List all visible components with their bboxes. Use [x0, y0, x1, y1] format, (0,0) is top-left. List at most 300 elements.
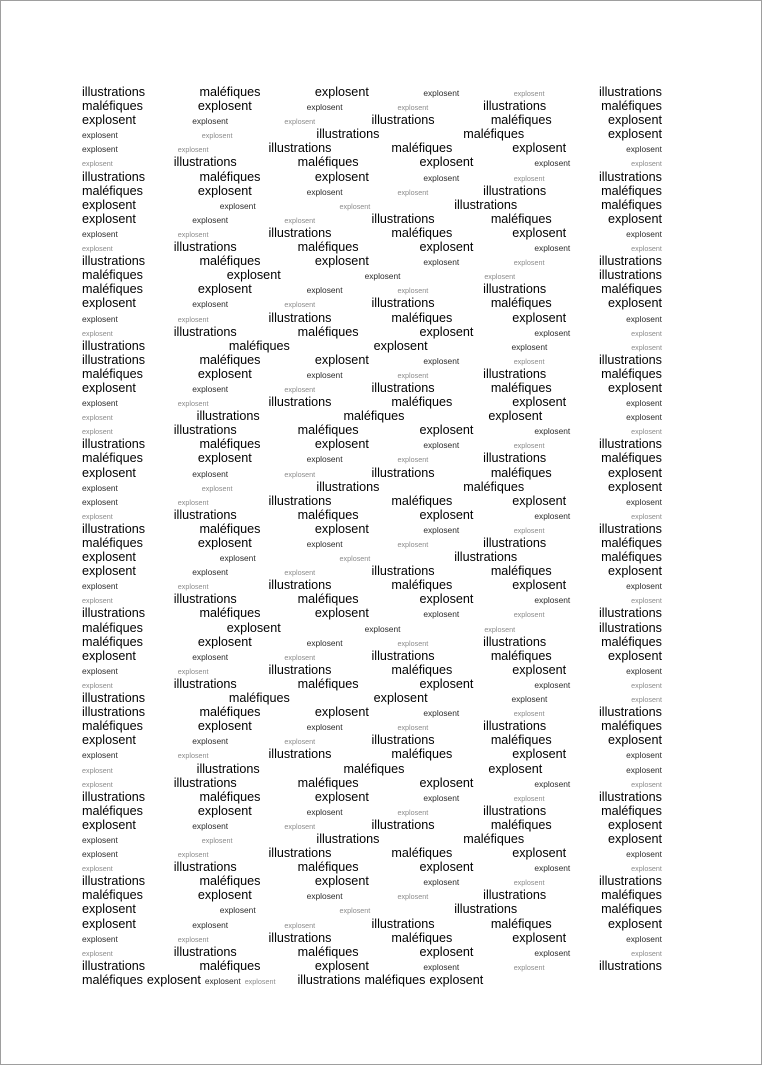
word-large: illustrations — [371, 465, 435, 480]
word-small: explosent — [82, 765, 113, 775]
word-medium: explosent — [192, 567, 229, 578]
word-large: illustrations — [268, 578, 332, 593]
word-large: illustrations — [598, 958, 662, 973]
text-line — [82, 198, 662, 212]
word-medium: explosent — [534, 243, 571, 254]
text-line — [82, 747, 662, 761]
word-large: illustrations — [371, 564, 435, 579]
word-small: explosent — [397, 187, 429, 197]
text-line — [82, 931, 662, 945]
text-line — [82, 973, 662, 987]
word-large: illustrations — [82, 352, 145, 367]
word-small: explosent — [177, 399, 209, 409]
word-large: explosent — [419, 423, 474, 438]
word-large: explosent — [419, 324, 474, 339]
word-large: maléfiques — [297, 324, 359, 339]
word-large: maléfiques — [391, 395, 453, 410]
word-medium: explosent — [626, 496, 662, 507]
word-medium: explosent — [82, 750, 118, 761]
text-line — [82, 212, 662, 226]
word-large: explosent — [82, 380, 136, 395]
word-large: explosent — [314, 874, 369, 889]
word-medium: explosent — [626, 933, 662, 944]
word-large: maléfiques — [391, 846, 453, 861]
text-line — [82, 127, 662, 141]
word-large: illustrations — [598, 620, 662, 635]
word-large: explosent — [197, 183, 252, 198]
word-large: explosent — [314, 254, 369, 269]
word-medium: explosent — [626, 750, 662, 761]
word-large: illustrations — [173, 860, 237, 875]
word-large: maléfiques — [82, 634, 143, 649]
word-large: explosent — [608, 465, 662, 480]
text-line — [82, 621, 662, 635]
word-medium: explosent — [192, 116, 229, 127]
word-small: explosent — [177, 934, 209, 944]
word-medium: explosent — [192, 383, 229, 394]
word-large: explosent — [608, 113, 662, 128]
text-line — [82, 522, 662, 536]
word-large: explosent — [226, 620, 281, 635]
text-line — [82, 550, 662, 564]
word-small: explosent — [82, 864, 113, 874]
word-large: illustrations — [598, 521, 662, 536]
word-large: illustrations — [173, 944, 237, 959]
word-large: explosent — [512, 747, 567, 762]
word-large: illustrations — [82, 874, 145, 889]
word-large: explosent — [82, 197, 136, 212]
word-large: explosent — [608, 831, 662, 846]
word-large: maléfiques — [82, 282, 143, 297]
word-small: explosent — [397, 370, 429, 380]
word-medium: explosent — [306, 637, 343, 648]
word-medium: explosent — [423, 877, 460, 888]
word-medium: explosent — [306, 806, 343, 817]
word-large: explosent — [314, 789, 369, 804]
word-large: maléfiques — [297, 775, 359, 790]
word-large: maléfiques — [490, 211, 552, 226]
word-medium: explosent — [423, 355, 460, 366]
word-large: explosent — [419, 775, 474, 790]
text-line — [82, 536, 662, 550]
word-large: explosent — [82, 902, 136, 917]
word-large: maléfiques — [199, 254, 261, 269]
word-large: explosent — [488, 761, 543, 776]
word-medium: explosent — [534, 863, 571, 874]
word-medium: explosent — [192, 651, 229, 662]
word-large: maléfiques — [391, 747, 453, 762]
word-large: explosent — [512, 493, 567, 508]
word-large: maléfiques — [601, 719, 662, 734]
word-medium: explosent — [306, 722, 343, 733]
word-large: maléfiques — [82, 536, 143, 550]
word-medium: explosent — [423, 440, 460, 451]
word-medium: explosent — [626, 412, 662, 423]
text-line — [82, 606, 662, 620]
word-small: explosent — [513, 441, 545, 451]
word-large: maléfiques — [199, 437, 261, 452]
word-medium: explosent — [82, 313, 118, 324]
word-medium: explosent — [626, 764, 662, 775]
word-large: explosent — [226, 268, 281, 283]
word-large: illustrations — [82, 169, 145, 184]
word-large: explosent — [82, 817, 136, 832]
word-large: illustrations — [454, 197, 518, 212]
word-large: maléfiques — [82, 972, 143, 987]
text-line — [82, 240, 662, 254]
word-medium: explosent — [626, 144, 662, 155]
word-large: illustrations — [82, 254, 145, 269]
word-large: explosent — [512, 395, 567, 410]
word-large: explosent — [314, 521, 369, 536]
word-large: illustrations — [454, 550, 518, 565]
word-large: illustrations — [483, 451, 547, 466]
text-line — [82, 846, 662, 860]
word-large: maléfiques — [297, 860, 359, 875]
word-small: explosent — [397, 103, 429, 113]
word-large: maléfiques — [297, 240, 359, 255]
word-small: explosent — [631, 342, 662, 352]
word-large: explosent — [512, 578, 567, 593]
word-large: maléfiques — [228, 691, 290, 706]
word-small: explosent — [513, 525, 545, 535]
text-line — [82, 282, 662, 296]
word-large: maléfiques — [297, 592, 359, 607]
word-medium: explosent — [534, 947, 571, 958]
word-large: maléfiques — [601, 888, 662, 903]
word-large: illustrations — [82, 85, 145, 99]
word-large: explosent — [314, 958, 369, 973]
word-small: explosent — [201, 131, 233, 141]
word-large: maléfiques — [82, 99, 143, 114]
word-large: illustrations — [173, 240, 237, 255]
word-large: explosent — [82, 465, 136, 480]
word-large: illustrations — [483, 536, 547, 550]
word-large: explosent — [197, 719, 252, 734]
text-line — [82, 564, 662, 578]
text-line — [82, 367, 662, 381]
word-small: explosent — [631, 244, 662, 254]
text-line — [82, 677, 662, 691]
word-large: illustrations — [598, 606, 662, 621]
word-large: maléfiques — [490, 648, 552, 663]
word-large: maléfiques — [391, 141, 453, 156]
text-line — [82, 705, 662, 719]
word-large: illustrations — [82, 521, 145, 536]
word-medium: explosent — [82, 228, 118, 239]
word-small: explosent — [631, 779, 662, 789]
word-large: illustrations — [173, 324, 237, 339]
word-medium: explosent — [626, 228, 662, 239]
word-medium: explosent — [306, 454, 343, 465]
word-small: explosent — [513, 356, 545, 366]
word-large: maléfiques — [601, 197, 662, 212]
text-line — [82, 155, 662, 169]
word-large: illustrations — [268, 395, 332, 410]
word-large: explosent — [197, 99, 252, 114]
word-large: explosent — [512, 930, 567, 945]
word-small: explosent — [284, 215, 316, 225]
word-large: maléfiques — [490, 564, 552, 579]
word-large: illustrations — [598, 874, 662, 889]
word-large: maléfiques — [364, 972, 426, 987]
word-large: explosent — [314, 169, 369, 184]
word-large: maléfiques — [199, 352, 261, 367]
text-line — [82, 451, 662, 465]
word-small: explosent — [513, 962, 545, 972]
word-large: explosent — [82, 916, 136, 931]
word-medium: explosent — [82, 849, 118, 860]
word-large: explosent — [608, 648, 662, 663]
word-small: explosent — [484, 272, 516, 282]
word-large: maléfiques — [601, 634, 662, 649]
word-medium: explosent — [306, 369, 343, 380]
word-small: explosent — [82, 511, 113, 521]
word-large: illustrations — [483, 183, 547, 198]
word-medium: explosent — [204, 975, 241, 986]
word-large: maléfiques — [490, 113, 552, 128]
text-line — [82, 480, 662, 494]
text-line — [82, 311, 662, 325]
word-medium: explosent — [192, 820, 229, 831]
word-large: explosent — [419, 155, 474, 170]
text-line — [82, 254, 662, 268]
word-small: explosent — [513, 709, 545, 719]
word-large: explosent — [608, 479, 662, 494]
word-large: maléfiques — [228, 338, 290, 353]
text-line — [82, 860, 662, 874]
word-small: explosent — [177, 145, 209, 155]
word-small: explosent — [339, 201, 371, 211]
word-small: explosent — [339, 906, 371, 916]
word-medium: explosent — [423, 708, 460, 719]
text-line — [82, 170, 662, 184]
word-small: explosent — [82, 328, 113, 338]
word-large: explosent — [608, 127, 662, 142]
word-small: explosent — [397, 807, 429, 817]
word-large: illustrations — [268, 930, 332, 945]
word-medium: explosent — [423, 792, 460, 803]
word-small: explosent — [631, 328, 662, 338]
word-small: explosent — [284, 117, 316, 127]
word-small: explosent — [339, 554, 371, 564]
word-large: maléfiques — [601, 550, 662, 565]
text-line — [82, 99, 662, 113]
word-large: maléfiques — [391, 225, 453, 240]
word-medium: explosent — [192, 468, 229, 479]
word-large: explosent — [512, 225, 567, 240]
word-large: illustrations — [173, 775, 237, 790]
word-small: explosent — [631, 511, 662, 521]
word-small: explosent — [82, 680, 113, 690]
word-large: illustrations — [483, 634, 547, 649]
text-line — [82, 888, 662, 902]
word-medium: explosent — [534, 510, 571, 521]
word-medium: explosent — [626, 398, 662, 409]
word-small: explosent — [82, 596, 113, 606]
word-large: illustrations — [483, 366, 547, 381]
repeated-text-body — [82, 85, 662, 987]
word-large: explosent — [82, 733, 136, 748]
word-large: explosent — [197, 634, 252, 649]
word-medium: explosent — [626, 313, 662, 324]
word-small: explosent — [397, 723, 429, 733]
text-line — [82, 353, 662, 367]
word-large: maléfiques — [490, 296, 552, 311]
word-large: maléfiques — [490, 465, 552, 480]
word-large: illustrations — [268, 225, 332, 240]
text-line — [82, 663, 662, 677]
word-small: explosent — [513, 793, 545, 803]
word-large: maléfiques — [601, 902, 662, 917]
word-large: explosent — [419, 944, 474, 959]
word-medium: explosent — [423, 609, 460, 620]
word-large: illustrations — [598, 268, 662, 283]
word-large: illustrations — [173, 155, 237, 170]
word-small: explosent — [631, 596, 662, 606]
word-large: illustrations — [82, 338, 145, 353]
word-medium: explosent — [364, 271, 401, 282]
word-medium: explosent — [423, 88, 460, 98]
word-small: explosent — [82, 413, 113, 423]
word-large: explosent — [488, 409, 543, 424]
word-medium: explosent — [626, 849, 662, 860]
word-large: illustrations — [82, 705, 145, 720]
word-large: maléfiques — [463, 479, 525, 494]
word-medium: explosent — [219, 905, 256, 916]
word-large: maléfiques — [463, 831, 525, 846]
word-large: illustrations — [82, 958, 145, 973]
word-medium: explosent — [219, 200, 256, 211]
text-line — [82, 85, 662, 99]
text-line — [82, 113, 662, 127]
text-line — [82, 832, 662, 846]
word-large: illustrations — [483, 719, 547, 734]
word-small: explosent — [513, 610, 545, 620]
word-medium: explosent — [192, 736, 229, 747]
word-small: explosent — [201, 483, 233, 493]
word-large: maléfiques — [199, 521, 261, 536]
word-large: maléfiques — [490, 817, 552, 832]
word-large: explosent — [608, 817, 662, 832]
word-large: illustrations — [268, 846, 332, 861]
text-line — [82, 649, 662, 663]
word-medium: explosent — [423, 257, 460, 268]
word-large: maléfiques — [601, 451, 662, 466]
word-small: explosent — [513, 89, 545, 98]
word-large: maléfiques — [297, 676, 359, 691]
word-small: explosent — [631, 948, 662, 958]
word-medium: explosent — [534, 679, 571, 690]
word-large: maléfiques — [199, 874, 261, 889]
word-large: illustrations — [268, 310, 332, 325]
word-large: maléfiques — [297, 944, 359, 959]
word-large: illustrations — [483, 803, 547, 818]
word-large: maléfiques — [601, 366, 662, 381]
word-large: explosent — [197, 282, 252, 297]
word-large: illustrations — [598, 352, 662, 367]
text-line — [82, 141, 662, 155]
word-small: explosent — [397, 892, 429, 902]
word-large: explosent — [314, 437, 369, 452]
word-large: explosent — [429, 972, 484, 987]
text-line — [82, 719, 662, 733]
word-large: explosent — [197, 536, 252, 550]
text-line — [82, 804, 662, 818]
word-small: explosent — [284, 821, 316, 831]
word-large: illustrations — [297, 972, 361, 987]
word-medium: explosent — [306, 186, 343, 197]
word-large: maléfiques — [490, 916, 552, 931]
text-line — [82, 325, 662, 339]
word-large: illustrations — [196, 761, 260, 776]
word-medium: explosent — [192, 299, 229, 310]
word-large: explosent — [197, 366, 252, 381]
text-line — [82, 268, 662, 282]
word-large: maléfiques — [82, 366, 143, 381]
word-large: explosent — [314, 352, 369, 367]
word-medium: explosent — [423, 172, 460, 183]
word-large: explosent — [314, 85, 369, 99]
word-large: illustrations — [82, 691, 145, 706]
word-large: illustrations — [598, 789, 662, 804]
word-large: explosent — [608, 916, 662, 931]
word-large: explosent — [82, 113, 136, 128]
word-small: explosent — [201, 835, 233, 845]
word-small: explosent — [177, 497, 209, 507]
word-large: explosent — [82, 296, 136, 311]
word-medium: explosent — [511, 694, 548, 705]
text-line — [82, 409, 662, 423]
word-large: illustrations — [371, 380, 435, 395]
word-large: maléfiques — [391, 930, 453, 945]
word-large: explosent — [146, 972, 201, 987]
text-line — [82, 423, 662, 437]
text-line — [82, 578, 662, 592]
word-large: maléfiques — [297, 507, 359, 522]
word-large: illustrations — [598, 254, 662, 269]
word-large: explosent — [419, 240, 474, 255]
word-large: illustrations — [598, 169, 662, 184]
word-large: maléfiques — [601, 183, 662, 198]
word-large: illustrations — [371, 817, 435, 832]
text-line — [82, 381, 662, 395]
word-small: explosent — [284, 384, 316, 394]
word-large: illustrations — [371, 296, 435, 311]
word-small: explosent — [284, 300, 316, 310]
word-large: maléfiques — [601, 536, 662, 550]
word-large: illustrations — [371, 113, 435, 128]
word-small: explosent — [82, 779, 113, 789]
text-line — [82, 790, 662, 804]
word-medium: explosent — [82, 130, 118, 141]
word-large: maléfiques — [490, 380, 552, 395]
word-large: explosent — [197, 451, 252, 466]
word-medium: explosent — [192, 214, 229, 225]
word-large: explosent — [314, 705, 369, 720]
word-small: explosent — [631, 864, 662, 874]
word-large: illustrations — [196, 409, 260, 424]
word-large: illustrations — [371, 733, 435, 748]
word-large: maléfiques — [297, 155, 359, 170]
word-medium: explosent — [534, 426, 571, 437]
word-large: illustrations — [82, 789, 145, 804]
word-large: illustrations — [483, 282, 547, 297]
word-large: maléfiques — [82, 183, 143, 198]
word-large: maléfiques — [343, 409, 405, 424]
word-large: explosent — [419, 592, 474, 607]
word-medium: explosent — [82, 581, 118, 592]
